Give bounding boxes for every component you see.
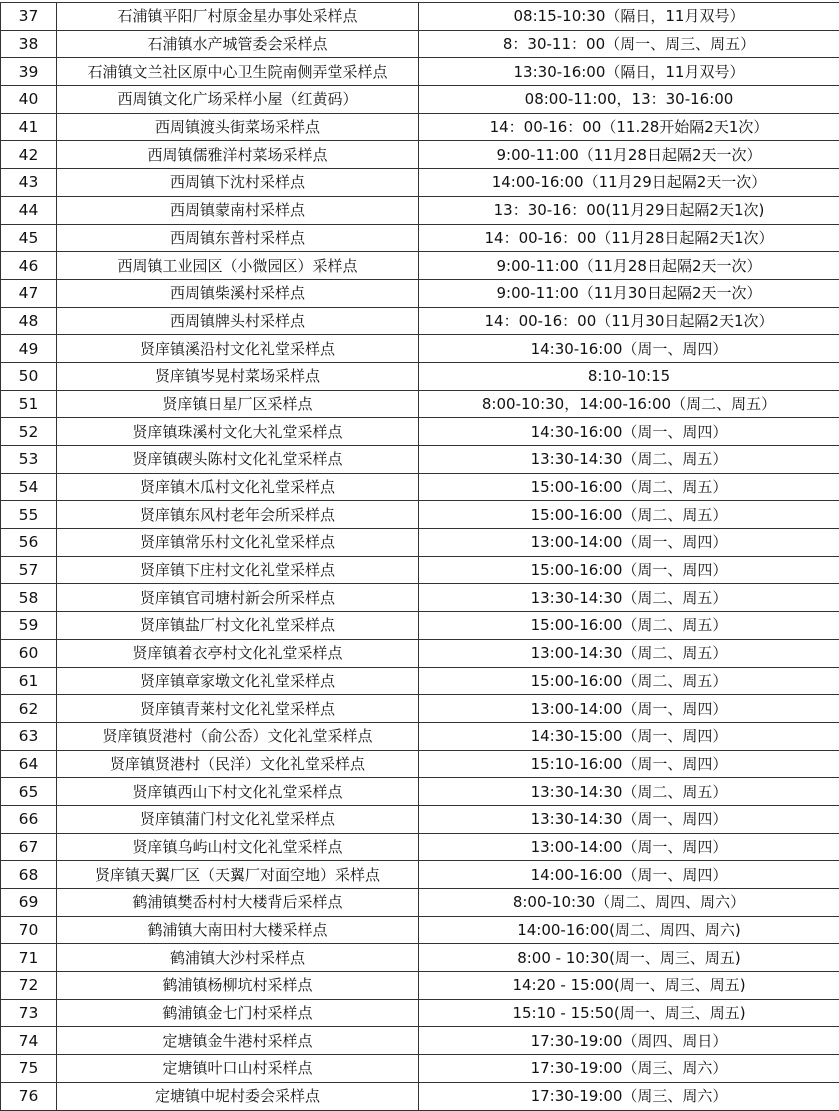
- site-name: 石浦镇水产城管委会采样点: [57, 30, 419, 58]
- site-name: 贤庠镇官司塘村新会所采样点: [57, 584, 419, 612]
- site-name: 西周镇下沈村采样点: [57, 169, 419, 197]
- site-name: 贤庠镇木瓜村文化礼堂采样点: [57, 473, 419, 501]
- table-row: [1, 750, 839, 778]
- site-name: 贤庠镇西山下村文化礼堂采样点: [57, 778, 419, 806]
- site-name: 贤庠镇着衣亭村文化礼堂采样点: [57, 639, 419, 667]
- table-row: [1, 252, 839, 280]
- table-row: [1, 999, 839, 1027]
- sampling-time: 8:00-10:30（周二、周四、周六）: [419, 889, 839, 917]
- site-name: 贤庠镇溪沿村文化礼堂采样点: [57, 335, 419, 363]
- table-row: [1, 1055, 839, 1083]
- site-name: 鹤浦镇大南田村大楼采样点: [57, 916, 419, 944]
- row-number: 64: [1, 750, 57, 778]
- table-row: [1, 529, 839, 557]
- table-row: [1, 1082, 839, 1110]
- row-number: 56: [1, 529, 57, 557]
- row-number: 51: [1, 390, 57, 418]
- sampling-time: 13:00-14:00（周一、周四）: [419, 529, 839, 557]
- sampling-time: 13:00-14:00（周一、周四）: [419, 833, 839, 861]
- sampling-time: 8:00-10:30，14:00-16:00（周二、周五）: [419, 390, 839, 418]
- sampling-time: 13:30-16:00（隔日，11月双号）: [419, 58, 839, 86]
- row-number: 75: [1, 1055, 57, 1083]
- row-number: 61: [1, 667, 57, 695]
- table-row: [1, 1027, 839, 1055]
- sampling-time: 8:10-10:15: [419, 362, 839, 390]
- row-number: 70: [1, 916, 57, 944]
- row-number: 62: [1, 695, 57, 723]
- sampling-time: 9:00-11:00（11月28日起隔2天一次）: [419, 252, 839, 280]
- sampling-time: 17:30-19:00（周四、周日）: [419, 1027, 839, 1055]
- site-name: 贤庠镇盐厂村文化礼堂采样点: [57, 612, 419, 640]
- table-row: [1, 639, 839, 667]
- site-name: 西周镇柴溪村采样点: [57, 279, 419, 307]
- sampling-time: 8：30-11：00（周一、周三、周五）: [419, 30, 839, 58]
- row-number: 57: [1, 556, 57, 584]
- table-row: [1, 418, 839, 446]
- sampling-time: 08:15-10:30（隔日，11月双号）: [419, 3, 839, 31]
- site-name: 西周镇蒙南村采样点: [57, 196, 419, 224]
- sampling-time: 13:00-14:30（周二、周五）: [419, 639, 839, 667]
- sampling-time: 14:20 - 15:00(周一、周三、周五): [419, 972, 839, 1000]
- sampling-time: 14:00-16:00（周一、周四）: [419, 861, 839, 889]
- site-name: 定塘镇金牛港村采样点: [57, 1027, 419, 1055]
- table-row: [1, 778, 839, 806]
- row-number: 65: [1, 778, 57, 806]
- table-row: [1, 279, 839, 307]
- site-name: 西周镇东普村采样点: [57, 224, 419, 252]
- site-name: 鹤浦镇大沙村采样点: [57, 944, 419, 972]
- row-number: 43: [1, 169, 57, 197]
- sampling-time: 14：00-16：00（11月30日起隔2天1次）: [419, 307, 839, 335]
- sampling-time: 15:10 - 15:50(周一、周三、周五): [419, 999, 839, 1027]
- table-row: [1, 307, 839, 335]
- row-number: 40: [1, 86, 57, 114]
- sampling-time: 15:00-16:00（周二、周五）: [419, 473, 839, 501]
- sampling-time: 13:30-14:30（周二、周五）: [419, 778, 839, 806]
- table-body: [1, 3, 839, 1111]
- row-number: 48: [1, 307, 57, 335]
- row-number: 39: [1, 58, 57, 86]
- row-number: 45: [1, 224, 57, 252]
- site-name: 贤庠镇天翼厂区（天翼厂对面空地）采样点: [57, 861, 419, 889]
- site-name: 石浦镇文兰社区原中心卫生院南侧弄堂采样点: [57, 58, 419, 86]
- table-row: [1, 833, 839, 861]
- site-name: 贤庠镇贤港村（民洋）文化礼堂采样点: [57, 750, 419, 778]
- sampling-time: 9:00-11:00（11月30日起隔2天一次）: [419, 279, 839, 307]
- row-number: 49: [1, 335, 57, 363]
- row-number: 55: [1, 501, 57, 529]
- site-name: 贤庠镇岑晃村菜场采样点: [57, 362, 419, 390]
- sampling-time: 14:00-16:00（11月29日起隔2天一次）: [419, 169, 839, 197]
- site-name: 贤庠镇日星厂区采样点: [57, 390, 419, 418]
- sampling-time: 14：00-16：00（11.28开始隔2天1次）: [419, 113, 839, 141]
- row-number: 76: [1, 1082, 57, 1110]
- table-row: [1, 805, 839, 833]
- site-name: 贤庠镇青莱村文化礼堂采样点: [57, 695, 419, 723]
- site-name: 贤庠镇珠溪村文化大礼堂采样点: [57, 418, 419, 446]
- site-name: 贤庠镇下庄村文化礼堂采样点: [57, 556, 419, 584]
- sampling-time: 8:00 - 10:30(周一、周三、周五): [419, 944, 839, 972]
- table-row: [1, 141, 839, 169]
- row-number: 53: [1, 446, 57, 474]
- row-number: 63: [1, 722, 57, 750]
- sampling-time: 13:30-14:30（周二、周五）: [419, 446, 839, 474]
- site-name: 贤庠镇碶头陈村文化礼堂采样点: [57, 446, 419, 474]
- row-number: 71: [1, 944, 57, 972]
- site-name: 贤庠镇常乐村文化礼堂采样点: [57, 529, 419, 557]
- sampling-time: 13:30-14:30（周二、周五）: [419, 584, 839, 612]
- site-name: 西周镇儒雅洋村菜场采样点: [57, 141, 419, 169]
- row-number: 41: [1, 113, 57, 141]
- table-row: [1, 113, 839, 141]
- sampling-time: 17:30-19:00（周三、周六）: [419, 1082, 839, 1110]
- sampling-time: 17:30-19:00（周三、周六）: [419, 1055, 839, 1083]
- table-row: [1, 362, 839, 390]
- table-row: [1, 196, 839, 224]
- table-row: [1, 446, 839, 474]
- table-row: [1, 556, 839, 584]
- table-row: [1, 390, 839, 418]
- table-row: [1, 86, 839, 114]
- row-number: 58: [1, 584, 57, 612]
- site-name: 定塘镇叶口山村采样点: [57, 1055, 419, 1083]
- table-row: [1, 169, 839, 197]
- row-number: 60: [1, 639, 57, 667]
- site-name: 贤庠镇蒲门村文化礼堂采样点: [57, 805, 419, 833]
- table-row: [1, 667, 839, 695]
- sampling-time: 14:30-16:00（周一、周四）: [419, 418, 839, 446]
- table-row: [1, 224, 839, 252]
- row-number: 59: [1, 612, 57, 640]
- site-name: 贤庠镇章家墩文化礼堂采样点: [57, 667, 419, 695]
- table-row: [1, 501, 839, 529]
- sampling-time: 15:00-16:00（周二、周五）: [419, 501, 839, 529]
- row-number: 67: [1, 833, 57, 861]
- sampling-time: 14：00-16：00（11月28日起隔2天1次）: [419, 224, 839, 252]
- site-name: 石浦镇平阳厂村原金星办事处采样点: [57, 3, 419, 31]
- row-number: 68: [1, 861, 57, 889]
- site-name: 鹤浦镇樊岙村村大楼背后采样点: [57, 889, 419, 917]
- site-name: 贤庠镇东风村老年会所采样点: [57, 501, 419, 529]
- sampling-time: 13：30-16：00(11月29日起隔2天1次): [419, 196, 839, 224]
- row-number: 52: [1, 418, 57, 446]
- sampling-time: 14:30-15:00（周一、周四）: [419, 722, 839, 750]
- table-row: [1, 58, 839, 86]
- sampling-time: 08:00-11:00，13：30-16:00: [419, 86, 839, 114]
- table-row: [1, 861, 839, 889]
- sampling-time: 15:00-16:00（周一、周四）: [419, 556, 839, 584]
- table-row: [1, 889, 839, 917]
- site-name: 鹤浦镇金七门村采样点: [57, 999, 419, 1027]
- site-name: 西周镇工业园区（小微园区）采样点: [57, 252, 419, 280]
- site-name: 定塘镇中坭村委会采样点: [57, 1082, 419, 1110]
- row-number: 44: [1, 196, 57, 224]
- sampling-time: 14:00-16:00(周二、周四、周六): [419, 916, 839, 944]
- sampling-time: 13:00-14:00（周一、周四）: [419, 695, 839, 723]
- row-number: 54: [1, 473, 57, 501]
- sampling-time: 15:00-16:00（周二、周五）: [419, 612, 839, 640]
- table-row: [1, 695, 839, 723]
- table-row: [1, 972, 839, 1000]
- row-number: 47: [1, 279, 57, 307]
- sampling-time: 13:30-14:30（周一、周四）: [419, 805, 839, 833]
- table-row: [1, 612, 839, 640]
- site-name: 西周镇渡头街菜场采样点: [57, 113, 419, 141]
- table-row: [1, 30, 839, 58]
- table-row: [1, 944, 839, 972]
- site-name: 贤庠镇乌屿山村文化礼堂采样点: [57, 833, 419, 861]
- row-number: 74: [1, 1027, 57, 1055]
- sampling-time: 14:30-16:00（周一、周四）: [419, 335, 839, 363]
- row-number: 66: [1, 805, 57, 833]
- sampling-time: 15:10-16:00（周一、周四）: [419, 750, 839, 778]
- site-name: 西周镇牌头村采样点: [57, 307, 419, 335]
- row-number: 42: [1, 141, 57, 169]
- table-row: [1, 335, 839, 363]
- table-row: [1, 584, 839, 612]
- row-number: 69: [1, 889, 57, 917]
- row-number: 38: [1, 30, 57, 58]
- table-row: [1, 722, 839, 750]
- table-row: [1, 3, 839, 31]
- row-number: 37: [1, 3, 57, 31]
- row-number: 72: [1, 972, 57, 1000]
- table-row: [1, 473, 839, 501]
- site-name: 鹤浦镇杨柳坑村采样点: [57, 972, 419, 1000]
- site-name: 贤庠镇贤港村（俞公岙）文化礼堂采样点: [57, 722, 419, 750]
- row-number: 46: [1, 252, 57, 280]
- site-name: 西周镇文化广场采样小屋（红黄码）: [57, 86, 419, 114]
- row-number: 50: [1, 362, 57, 390]
- table-row: [1, 916, 839, 944]
- row-number: 73: [1, 999, 57, 1027]
- sampling-time: 15:00-16:00（周二、周五）: [419, 667, 839, 695]
- sampling-sites-table: [0, 2, 839, 1111]
- sampling-time: 9:00-11:00（11月28日起隔2天一次）: [419, 141, 839, 169]
